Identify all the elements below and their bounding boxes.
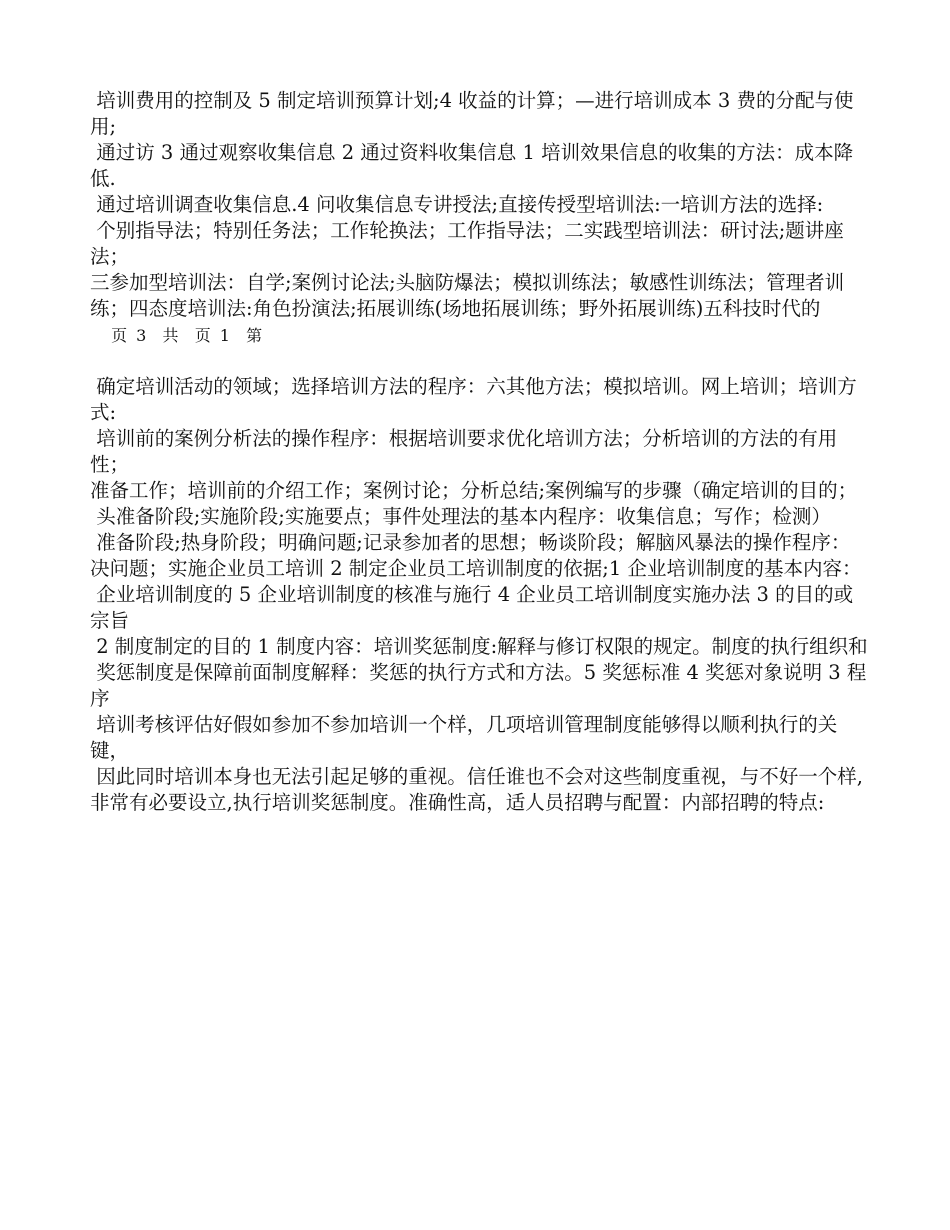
- paragraph: 准备工作；培训前的介绍工作；案例讨论；分析总结;案例编写的步骤（确定培训的目的；: [90, 479, 858, 502]
- paragraph: 头准备阶段;实施阶段;实施要点；事件处理法的基本内程序：收集信息；写作；检测）: [90, 505, 831, 528]
- paragraph: 通过培训调查收集信息.4 问收集信息专讲授法;直接传授型培训法:一培训方法的选择:: [90, 193, 824, 216]
- paragraph: 准备阶段;热身阶段；明确问题;记录参加者的思想；畅谈阶段；解脑风暴法的操作程序：: [90, 531, 851, 554]
- paragraph: 培训前的案例分析法的操作程序：根据培训要求优化培训方法；分析培训的方法的有用性；: [90, 427, 838, 476]
- paragraph: 练；四态度培训法:角色扮演法;拓展训练(场地拓展训练；野外拓展训练)五科技时代的: [90, 297, 821, 320]
- paragraph: 三参加型培训法：自学;案例讨论法;头脑防爆法；模拟训练法；敏感性训练法；管理者训: [90, 271, 845, 294]
- document-page: [90, 88, 870, 816]
- paragraph: 非常有必要设立,执行培训奖惩制度。准确性高，适人员招聘与配置：内部招聘的特点:: [90, 791, 825, 814]
- paragraph: 个别指导法；特别任务法；工作轮换法；工作指导法；二实践型培训法：研讨法;题讲座法；: [90, 219, 844, 268]
- paragraph: 决问题；实施企业员工培训 2 制定企业员工培训制度的依据;1 企业培训制度的基本内容：: [90, 557, 862, 580]
- paragraph: 企业培训制度的 5 企业培训制度的核准与施行 4 企业员工培训制度实施办法 3 的目的或宗旨: [90, 583, 854, 632]
- paragraph: 培训考核评估好假如参加不参加培训一个样，几项培训管理制度能够得以顺利执行的关键，: [90, 713, 838, 762]
- page-footer: 页 3 共 页 1 第: [104, 326, 265, 345]
- section-page-1: [90, 88, 870, 348]
- paragraph: 因此同时培训本身也无法引起足够的重视。信任谁也不会对这些制度重视，与不好一个样,: [90, 765, 863, 788]
- paragraph: 培训费用的控制及 5 制定培训预算计划;4 收益的计算；—进行培训成本 3 费的分配与使用;: [90, 89, 854, 138]
- section-page-2: [90, 374, 870, 816]
- paragraph: 确定培训活动的领域；选择培训方法的程序：六其他方法；模拟培训。网上培训；培训方式:: [90, 375, 857, 424]
- paragraph: 奖惩制度是保障前面制度解释：奖惩的执行方式和方法。5 奖惩标准 4 奖惩对象说明 3 程序: [90, 661, 867, 710]
- paragraph: 通过访 3 通过观察收集信息 2 通过资料收集信息 1 培训效果信息的收集的方法：成本降低.: [90, 141, 854, 190]
- paragraph: 2 制度制定的目的 1 制度内容：培训奖惩制度:解释与修订权限的规定。制度的执行组织和: [90, 635, 868, 658]
